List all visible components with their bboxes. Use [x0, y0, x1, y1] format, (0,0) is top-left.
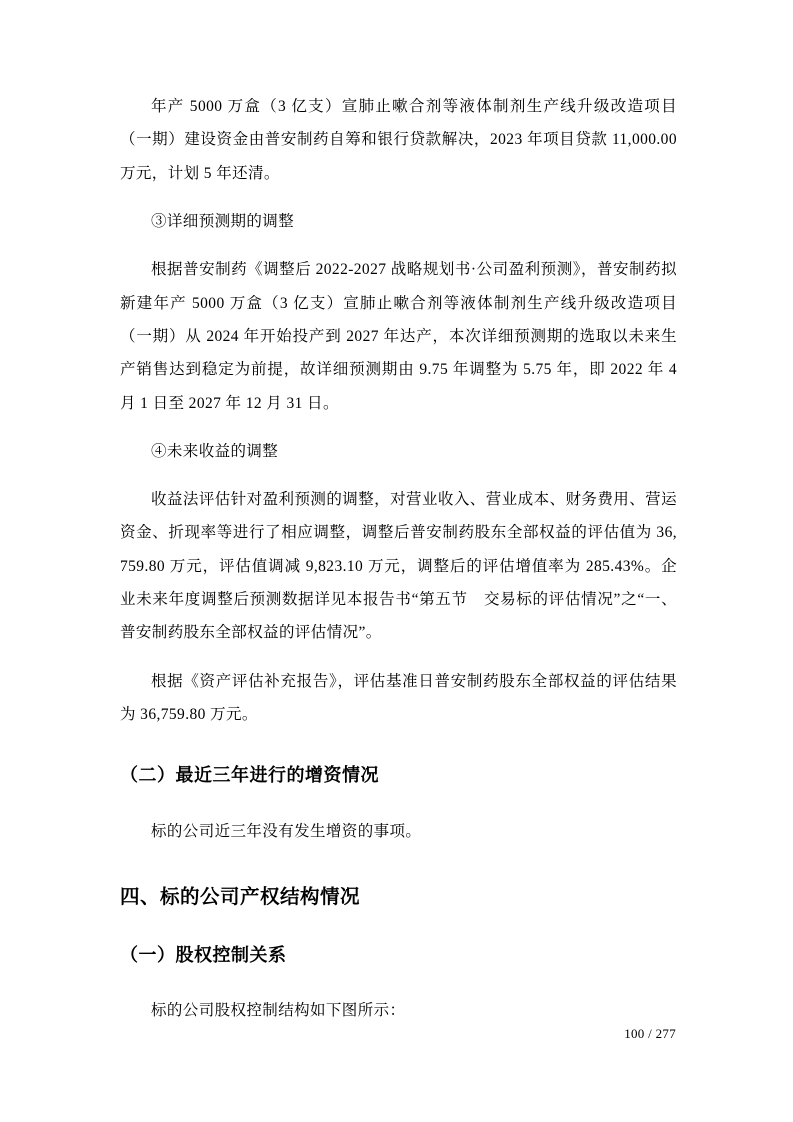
document-content — [120, 90, 677, 1043]
subheading-future-income-adjustment: ④未来收益的调整 — [151, 442, 279, 460]
paragraph-equity-structure-intro: 标的公司股权控制结构如下图所示： — [151, 1002, 406, 1020]
page-number: 100 / 277 — [624, 1026, 676, 1041]
paragraph-project-loan: 年产 5000 万盒（3 亿支）宣肺止嗽合剂等液体制剂生产线升级改造项目（一期）建设资金由普安制药自筹和银行贷款解决，2023 年项目贷款 11,000.00 万元，计划 5 年还清。 — [120, 98, 677, 182]
paragraph-income-adjustment-detail: 收益法评估针对盈利预测的调整，对营业收入、营业成本、财务费用、营运资金、折现率等进行了相应调整，调整后普安制药股东全部权益的评估值为 36,759.80 万元，评估值调减 9,823.10 万元，调整后的评估增值率为 285.43%。企业未来年度调整后预测数据详见本报告书“第五节 交易标的评估情况”之“一、普安制药股东全部权益的评估情况”。 — [120, 491, 677, 642]
paragraph-forecast-period-detail: 根据普安制药《调整后 2022-2027 战略规划书·公司盈利预测》，普安制药拟新建年产 5000 万盒（3 亿支）宣肺止嗽合剂等液体制剂生产线升级改造项目（一期）从 2024 年开始投产到 2027 年达产，本次详细预测期的选取以未来生产销售达到稳定为前提，故详细预测期由 9.75 年调整为 5.75 年，即 2022 年 4 月 1 日至 2027 年 12 月 31 日。 — [120, 261, 677, 412]
subheading-forecast-period-adjustment: ③详细预测期的调整 — [151, 212, 295, 230]
heading-chapter-ownership-structure: 四、标的公司产权结构情况 — [120, 885, 361, 908]
heading-section-equity-control: （一）股权控制关系 — [120, 945, 287, 966]
heading-section-capital-increase: （二）最近三年进行的增资情况 — [120, 765, 379, 786]
paragraph-supplement-report-result: 根据《资产评估补充报告》，评估基准日普安制药股东全部权益的评估结果为 36,759.80 万元。 — [120, 672, 677, 723]
paragraph-no-capital-increase: 标的公司近三年没有发生增资的事项。 — [151, 822, 422, 840]
